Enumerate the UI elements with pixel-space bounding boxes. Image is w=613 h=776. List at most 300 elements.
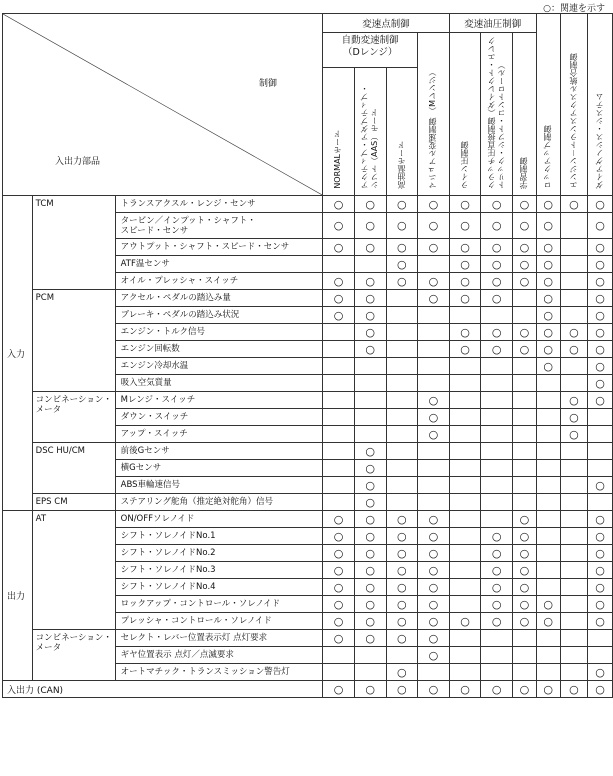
- relation-cell: [513, 213, 537, 239]
- relation-mark: ○: [491, 682, 502, 696]
- relation-mark: ○: [595, 376, 605, 390]
- relation-cell: [588, 443, 613, 460]
- relation-mark: ○: [491, 546, 502, 560]
- col-header-7: 学習制御: [513, 33, 537, 196]
- relation-mark: ○: [397, 240, 407, 254]
- signal-label: アウトプット・シャフト・スピード・センサ: [115, 239, 323, 256]
- relation-mark: ○: [333, 563, 344, 577]
- relation-cell: [588, 324, 613, 341]
- relation-mark: ○: [543, 197, 553, 211]
- relation-mark: ○: [543, 342, 553, 356]
- relation-cell: [536, 273, 560, 290]
- relation-cell: [560, 494, 588, 511]
- relation-cell: [354, 290, 386, 307]
- relation-mark: ○: [333, 580, 344, 594]
- relation-mark: ○: [543, 308, 553, 322]
- relation-cell: [513, 375, 537, 392]
- relation-cell: [588, 358, 613, 375]
- relation-cell: [354, 375, 386, 392]
- relation-cell: [536, 647, 560, 664]
- relation-mark: ○: [397, 580, 407, 594]
- relation-cell: [323, 409, 355, 426]
- relation-mark: ○: [397, 512, 407, 526]
- relation-mark: ○: [365, 495, 375, 509]
- relation-mark: ○: [519, 342, 530, 356]
- relation-cell: [560, 426, 588, 443]
- relation-mark: ○: [365, 682, 375, 696]
- relation-cell: [418, 307, 450, 324]
- relation-mark: ○: [491, 197, 502, 211]
- relation-cell: [513, 511, 537, 528]
- relation-mark: ○: [460, 325, 470, 339]
- col-header-2: アクティブ・アダプティブ・ シフト（AAS）モード: [354, 68, 386, 196]
- relation-cell: [323, 307, 355, 324]
- relation-cell: [481, 664, 513, 681]
- relation-cell: [323, 426, 355, 443]
- relation-mark: ○: [333, 219, 344, 232]
- relation-mark: ○: [428, 274, 439, 288]
- relation-cell: [449, 341, 481, 358]
- relation-mark: ○: [333, 546, 344, 560]
- relation-cell: [386, 528, 418, 545]
- relation-cell: [481, 375, 513, 392]
- relation-mark: ○: [365, 219, 375, 232]
- relation-cell: [449, 681, 481, 698]
- relation-cell: [354, 477, 386, 494]
- relation-mark: ○: [333, 274, 344, 288]
- relation-mark: ○: [543, 597, 553, 611]
- relation-mark: ○: [569, 682, 579, 696]
- relation-mark: ○: [397, 597, 407, 611]
- relation-cell: [588, 213, 613, 239]
- relation-mark: ○: [428, 546, 439, 560]
- relation-cell: [354, 681, 386, 698]
- relation-cell: [386, 630, 418, 647]
- relation-cell: [536, 681, 560, 698]
- relation-cell: [560, 443, 588, 460]
- relation-mark: ○: [491, 580, 502, 594]
- relation-cell: [560, 528, 588, 545]
- relation-mark: ○: [519, 614, 530, 628]
- relation-cell: [323, 256, 355, 273]
- table-row: [3, 681, 613, 698]
- relation-cell: [560, 196, 588, 213]
- relation-mark: ○: [460, 614, 470, 628]
- relation-cell: [418, 681, 450, 698]
- relation-cell: [354, 256, 386, 273]
- relation-cell: [386, 341, 418, 358]
- relation-cell: [513, 460, 537, 477]
- relation-cell: [323, 545, 355, 562]
- relation-cell: [536, 511, 560, 528]
- relation-cell: [386, 681, 418, 698]
- relation-mark: ○: [397, 529, 407, 543]
- relation-cell: [418, 290, 450, 307]
- relation-cell: [481, 358, 513, 375]
- signal-label: Mレンジ・スイッチ: [115, 392, 323, 409]
- group-shift-point: 変速点制御: [323, 14, 450, 33]
- relation-mark: ○: [491, 597, 502, 611]
- relation-mark: ○: [519, 257, 530, 271]
- relation-cell: [449, 545, 481, 562]
- relation-cell: [481, 196, 513, 213]
- relation-mark: ○: [519, 219, 530, 232]
- relation-cell: [354, 664, 386, 681]
- group-auto-shift: 自動変速制御 （Dレンジ）: [323, 33, 418, 68]
- relation-cell: [354, 545, 386, 562]
- relation-cell: [481, 596, 513, 613]
- relation-cell: [481, 324, 513, 341]
- relation-mark: ○: [519, 597, 530, 611]
- relation-cell: [323, 681, 355, 698]
- relation-cell: [323, 196, 355, 213]
- relation-mark: ○: [595, 529, 605, 543]
- relation-cell: [481, 528, 513, 545]
- relation-mark: ○: [397, 197, 407, 211]
- relation-mark: ○: [519, 325, 530, 339]
- relation-cell: [386, 426, 418, 443]
- relation-cell: [536, 290, 560, 307]
- relation-cell: [418, 358, 450, 375]
- relation-mark: ○: [397, 546, 407, 560]
- output-category: 出力: [3, 511, 33, 681]
- relation-cell: [354, 324, 386, 341]
- relation-mark: ○: [397, 563, 407, 577]
- relation-cell: [386, 196, 418, 213]
- relation-cell: [536, 545, 560, 562]
- relation-mark: ○: [333, 614, 344, 628]
- signal-label: ブレーキ・ペダルの踏込み状況: [115, 307, 323, 324]
- signal-label: ON/OFFソレノイド: [115, 511, 323, 528]
- relation-cell: [449, 511, 481, 528]
- relation-cell: [386, 324, 418, 341]
- relation-cell: [323, 511, 355, 528]
- relation-mark: ○: [333, 308, 344, 322]
- relation-cell: [588, 630, 613, 647]
- signal-label: プレッシャ・コントロール・ソレノイド: [115, 613, 323, 630]
- signal-label: エンジン回転数: [115, 341, 323, 358]
- relation-cell: [418, 545, 450, 562]
- relation-mark: ○: [519, 240, 530, 254]
- table-row: [3, 494, 613, 511]
- relation-mark: ○: [460, 274, 470, 288]
- relation-mark: ○: [397, 257, 407, 271]
- relation-mark: ○: [491, 257, 502, 271]
- relation-cell: [560, 579, 588, 596]
- relation-mark: ○: [595, 257, 605, 271]
- component-combination-meter-output: コンビネーション・ メータ: [32, 630, 115, 681]
- relation-mark: ○: [365, 308, 375, 322]
- relation-mark: ○: [333, 197, 344, 211]
- relation-cell: [354, 426, 386, 443]
- relation-cell: [481, 392, 513, 409]
- relation-cell: [323, 375, 355, 392]
- relation-mark: ○: [460, 197, 470, 211]
- relation-mark: ○: [595, 682, 605, 696]
- relation-mark: ○: [491, 529, 502, 543]
- relation-mark: ○: [333, 240, 344, 254]
- relation-cell: [588, 460, 613, 477]
- relation-mark: ○: [333, 597, 344, 611]
- relation-cell: [449, 239, 481, 256]
- relation-cell: [418, 579, 450, 596]
- relation-cell: [418, 273, 450, 290]
- relation-cell: [560, 256, 588, 273]
- relation-cell: [323, 613, 355, 630]
- relation-cell: [560, 681, 588, 698]
- relation-cell: [449, 196, 481, 213]
- relation-cell: [588, 239, 613, 256]
- relation-cell: [513, 307, 537, 324]
- col-header-10: エンジン－トランスアクスル統合制御: [560, 14, 588, 196]
- relation-cell: [481, 273, 513, 290]
- relation-cell: [323, 647, 355, 664]
- relation-cell: [323, 358, 355, 375]
- relation-mark: ○: [397, 274, 407, 288]
- relation-cell: [513, 664, 537, 681]
- relation-cell: [449, 409, 481, 426]
- relation-cell: [323, 213, 355, 239]
- relation-cell: [418, 647, 450, 664]
- relation-cell: [323, 273, 355, 290]
- relation-mark: ○: [460, 682, 470, 696]
- relation-cell: [560, 213, 588, 239]
- signal-label: トランスアクスル・レンジ・センサ: [115, 196, 323, 213]
- relation-cell: [560, 613, 588, 630]
- relation-mark: ○: [595, 512, 605, 526]
- relation-cell: [588, 392, 613, 409]
- relation-cell: [449, 426, 481, 443]
- relation-mark: ○: [428, 410, 439, 424]
- relation-mark: ○: [365, 478, 375, 492]
- relation-cell: [513, 545, 537, 562]
- relation-cell: [418, 596, 450, 613]
- relation-mark: ○: [569, 197, 579, 211]
- relation-cell: [449, 324, 481, 341]
- relation-cell: [560, 409, 588, 426]
- relation-cell: [560, 477, 588, 494]
- relation-cell: [513, 477, 537, 494]
- relation-cell: [481, 647, 513, 664]
- relation-cell: [560, 358, 588, 375]
- relation-cell: [481, 494, 513, 511]
- relation-mark: ○: [519, 512, 530, 526]
- relation-cell: [481, 256, 513, 273]
- relation-cell: [536, 375, 560, 392]
- component-tcm: TCM: [32, 196, 115, 290]
- relation-mark: ○: [428, 563, 439, 577]
- relation-cell: [354, 409, 386, 426]
- relation-cell: [588, 477, 613, 494]
- header-io-label: 入出力部品: [55, 157, 101, 167]
- relation-cell: [449, 307, 481, 324]
- relation-cell: [449, 562, 481, 579]
- relation-cell: [588, 307, 613, 324]
- signal-label: オイル・プレッシャ・スイッチ: [115, 273, 323, 290]
- signal-label: ダウン・スイッチ: [115, 409, 323, 426]
- relation-cell: [513, 426, 537, 443]
- relation-cell: [588, 290, 613, 307]
- component-dsc-hu-cm: DSC HU/CM: [32, 443, 115, 494]
- relation-cell: [386, 239, 418, 256]
- relation-mark: ○: [595, 197, 605, 211]
- relation-mark: ○: [595, 393, 605, 407]
- col-header-9: ロックアップ制御: [536, 14, 560, 196]
- relation-mark: ○: [365, 197, 375, 211]
- relation-mark: ○: [333, 682, 344, 696]
- relation-cell: [588, 613, 613, 630]
- relation-cell: [449, 630, 481, 647]
- input-category: 入力: [3, 196, 33, 511]
- relation-cell: [386, 307, 418, 324]
- relation-cell: [536, 613, 560, 630]
- relation-mark: ○: [519, 563, 530, 577]
- relation-cell: [449, 528, 481, 545]
- relation-cell: [354, 392, 386, 409]
- relation-cell: [323, 528, 355, 545]
- relation-cell: [354, 196, 386, 213]
- relation-cell: [536, 477, 560, 494]
- relation-mark: ○: [595, 342, 605, 356]
- signal-label: オートマチック・トランスミッション警告灯: [115, 664, 323, 681]
- relation-mark: ○: [519, 529, 530, 543]
- col-header-11: ダイアグノシス・システム: [588, 14, 613, 196]
- relation-cell: [481, 579, 513, 596]
- relation-cell: [536, 426, 560, 443]
- relation-cell: [354, 307, 386, 324]
- relation-mark: ○: [365, 512, 375, 526]
- relation-cell: [513, 681, 537, 698]
- relation-cell: [323, 239, 355, 256]
- relation-cell: [323, 392, 355, 409]
- relation-cell: [354, 494, 386, 511]
- relation-mark: ○: [569, 393, 579, 407]
- relation-cell: [418, 630, 450, 647]
- relation-cell: [588, 196, 613, 213]
- relation-cell: [536, 392, 560, 409]
- relation-cell: [481, 460, 513, 477]
- relation-mark: ○: [543, 325, 553, 339]
- relation-cell: [354, 630, 386, 647]
- relation-cell: [560, 341, 588, 358]
- relation-cell: [449, 358, 481, 375]
- relation-cell: [536, 358, 560, 375]
- relation-cell: [418, 613, 450, 630]
- relation-cell: [354, 562, 386, 579]
- relation-mark: ○: [428, 597, 439, 611]
- relation-mark: ○: [365, 444, 375, 458]
- relation-cell: [418, 511, 450, 528]
- relation-cell: [588, 681, 613, 698]
- signal-label: シフト・ソレノイドNo.3: [115, 562, 323, 579]
- relation-mark: ○: [491, 274, 502, 288]
- relation-cell: [418, 341, 450, 358]
- relation-mark: ○: [428, 682, 439, 696]
- relation-cell: [386, 596, 418, 613]
- relation-cell: [588, 341, 613, 358]
- signal-label: ABS車輪速信号: [115, 477, 323, 494]
- relation-cell: [513, 596, 537, 613]
- relation-cell: [418, 213, 450, 239]
- relation-mark: ○: [397, 682, 407, 696]
- relation-cell: [323, 324, 355, 341]
- relation-cell: [323, 630, 355, 647]
- col-header-5: ライン圧制御: [449, 33, 481, 196]
- relation-mark: ○: [365, 546, 375, 560]
- relation-mark: ○: [365, 325, 375, 339]
- relation-cell: [481, 426, 513, 443]
- relation-cell: [588, 579, 613, 596]
- relation-cell: [560, 511, 588, 528]
- signal-label: ギヤ位置表示 点灯／点滅要求: [115, 647, 323, 664]
- component-pcm: PCM: [32, 290, 115, 392]
- relation-cell: [418, 324, 450, 341]
- signal-label: 横Gセンサ: [115, 460, 323, 477]
- relation-mark: ○: [428, 512, 439, 526]
- relation-cell: [386, 290, 418, 307]
- relation-mark: ○: [595, 478, 605, 492]
- relation-cell: [560, 596, 588, 613]
- relation-cell: [560, 460, 588, 477]
- relation-cell: [386, 477, 418, 494]
- relation-mark: ○: [543, 274, 553, 288]
- relation-cell: [386, 460, 418, 477]
- relation-cell: [536, 630, 560, 647]
- relation-mark: ○: [365, 614, 375, 628]
- relation-mark: ○: [595, 597, 605, 611]
- relation-cell: [386, 443, 418, 460]
- relation-mark: ○: [428, 529, 439, 543]
- relation-cell: [449, 213, 481, 239]
- signal-label: ロックアップ・コントロール・ソレノイド: [115, 596, 323, 613]
- relation-cell: [481, 307, 513, 324]
- relation-cell: [481, 341, 513, 358]
- relation-cell: [481, 630, 513, 647]
- relation-mark: ○: [365, 631, 375, 645]
- relation-cell: [513, 443, 537, 460]
- relation-mark: ○: [365, 342, 375, 356]
- relation-mark: ○: [595, 308, 605, 322]
- relation-mark: ○: [595, 580, 605, 594]
- table-row: [3, 443, 613, 460]
- header-diagonal-cell: [3, 14, 323, 196]
- relation-cell: [386, 613, 418, 630]
- relation-cell: [560, 290, 588, 307]
- component-combination-meter-input: コンビネーション・ メータ: [32, 392, 115, 443]
- relation-cell: [354, 579, 386, 596]
- relation-cell: [513, 630, 537, 647]
- relation-mark: ○: [333, 529, 344, 543]
- relation-mark: ○: [365, 597, 375, 611]
- relation-cell: [418, 477, 450, 494]
- col-header-3: 高油温モード: [386, 68, 418, 196]
- relation-mark: ○: [428, 631, 439, 645]
- relation-mark: ○: [595, 219, 605, 232]
- relation-cell: [354, 528, 386, 545]
- relation-cell: [513, 324, 537, 341]
- relation-cell: [323, 443, 355, 460]
- relation-cell: [513, 358, 537, 375]
- relation-mark: ○: [491, 291, 502, 305]
- relation-cell: [536, 213, 560, 239]
- relation-mark: ○: [491, 325, 502, 339]
- col-header-1: NORMALモード: [323, 68, 355, 196]
- relation-cell: [418, 239, 450, 256]
- relation-cell: [513, 290, 537, 307]
- relation-cell: [513, 494, 537, 511]
- relation-cell: [354, 613, 386, 630]
- relation-cell: [354, 239, 386, 256]
